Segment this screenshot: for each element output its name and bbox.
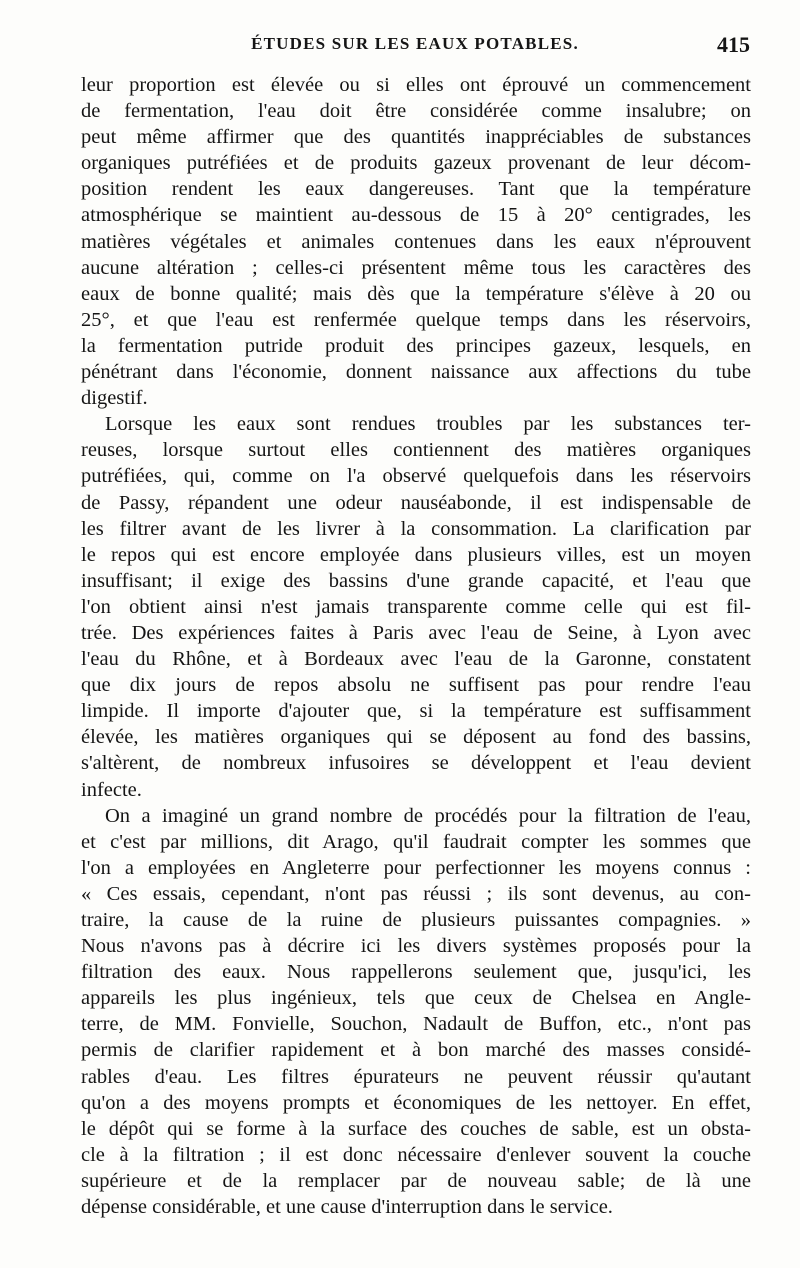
text-line: traire, la cause de la ruine de plusieurs puissantes compagnies. » bbox=[81, 909, 751, 931]
text-line: pénétrant dans l'économie, donnent naissance aux affections du tube bbox=[81, 361, 751, 384]
text-line: putréfiées, qui, comme on l'a observé quelquefois dans les réservoirs bbox=[81, 465, 751, 488]
paragraph-1 bbox=[81, 72, 751, 411]
paragraph-3 bbox=[81, 803, 751, 1221]
text-line: de fermentation, l'eau doit être considérée comme insalubre; on bbox=[81, 100, 751, 123]
text-line: insuffisant; il exige des bassins d'une grande capacité, et l'eau que bbox=[81, 569, 751, 592]
text-line: l'on obtient ainsi n'est jamais transparente comme celle qui est fil- bbox=[81, 595, 751, 618]
text-line: atmosphérique se maintient au-dessous de 15 à 20° centigrades, les bbox=[81, 204, 751, 227]
text-line: les filtrer avant de les livrer à la consommation. La clarification par bbox=[81, 517, 751, 540]
text-line: organiques putréfiées et de produits gazeux provenant de leur décom- bbox=[81, 152, 751, 175]
text-line: reuses, lorsque surtout elles contiennent des matières organiques bbox=[81, 439, 751, 462]
text-line: Lorsque les eaux sont rendues troubles par les substances ter- bbox=[105, 413, 751, 436]
text-line: terre, de MM. Fonvielle, Souchon, Nadault de Buffon, etc., n'ont pas bbox=[81, 1013, 751, 1036]
text-line: infecte. bbox=[81, 778, 142, 801]
text-line: Nous n'avons pas à décrire ici les divers systèmes proposés pour la bbox=[81, 935, 751, 958]
text-line: l'on a employées en Angleterre pour perfectionner les moyens connus : bbox=[81, 856, 751, 879]
text-line: dépense considérable, et une cause d'interruption dans le service. bbox=[81, 1196, 613, 1219]
text-line: eaux de bonne qualité; mais dès que la température s'élève à 20 ou bbox=[81, 282, 751, 305]
text-line: l'eau du Rhône, et à Bordeaux avec l'eau de la Garonne, constatent bbox=[81, 648, 751, 671]
text-line: matières végétales et animales contenues dans les eaux n'éprouvent bbox=[81, 230, 751, 253]
text-line: On a imaginé un grand nombre de procédés pour la filtration de l'eau, bbox=[105, 804, 751, 827]
text-line: de Passy, répandent une odeur nauséabonde, il est indispensable de bbox=[81, 491, 751, 514]
text-line: s'altèrent, de nombreux infusoires se développent et l'eau devient bbox=[81, 752, 751, 775]
text-line: filtration des eaux. Nous rappellerons seulement que, jusqu'ici, les bbox=[81, 961, 751, 984]
text-line: permis de clarifier rapidement et à bon marché des masses considé- bbox=[81, 1039, 751, 1062]
text-line: position rendent les eaux dangereuses. Tant que la température bbox=[81, 178, 751, 201]
paragraph-2 bbox=[81, 411, 751, 802]
text-line: cle à la filtration ; il est donc nécessaire d'enlever souvent la couche bbox=[81, 1143, 751, 1166]
text-line: 25°, et que l'eau est renfermée quelque temps dans les réservoirs, bbox=[81, 308, 751, 331]
running-head bbox=[80, 34, 750, 64]
text-line: rables d'eau. Les filtres épurateurs ne peuvent réussir qu'autant bbox=[81, 1065, 751, 1088]
text-line: digestif. bbox=[81, 387, 148, 410]
running-title: ÉTUDES SUR LES EAUX POTABLES. bbox=[251, 34, 579, 53]
text-line: qu'on a des moyens prompts et économiques de les nettoyer. En effet, bbox=[81, 1091, 751, 1114]
text-line: aucune altération ; celles-ci présentent même tous les caractères des bbox=[81, 256, 751, 279]
text-line: et c'est par millions, dit Arago, qu'il faudrait compter les sommes que bbox=[81, 830, 751, 853]
text-line: que dix jours de repos absolu ne suffisent pas pour rendre l'eau bbox=[81, 674, 751, 697]
text-line: peut même affirmer que des quantités inappréciables de substances bbox=[81, 126, 751, 149]
text-line: élevée, les matières organiques qui se déposent au fond des bassins, bbox=[81, 726, 751, 749]
text-line: le dépôt qui se forme à la surface des couches de sable, est un obsta- bbox=[81, 1117, 751, 1140]
text-line: le repos qui est encore employée dans plusieurs villes, est un moyen bbox=[81, 543, 751, 566]
text-line: limpide. Il importe d'ajouter que, si la température est suffisamment bbox=[81, 700, 751, 723]
text-line: leur proportion est élevée ou si elles ont éprouvé un commencement bbox=[81, 74, 751, 96]
page-number: 415 bbox=[717, 32, 750, 57]
text-line: appareils les plus ingénieux, tels que ceux de Chelsea en Angle- bbox=[81, 987, 751, 1010]
body-text bbox=[81, 72, 751, 1220]
text-line: la fermentation putride produit des principes gazeux, lesquels, en bbox=[81, 334, 751, 357]
text-line: supérieure et de la remplacer par de nouveau sable; de là une bbox=[81, 1169, 751, 1192]
text-line: « Ces essais, cependant, n'ont pas réussi ; ils sont devenus, au con- bbox=[81, 882, 751, 905]
text-line: trée. Des expériences faites à Paris avec l'eau de Seine, à Lyon avec bbox=[81, 621, 751, 644]
